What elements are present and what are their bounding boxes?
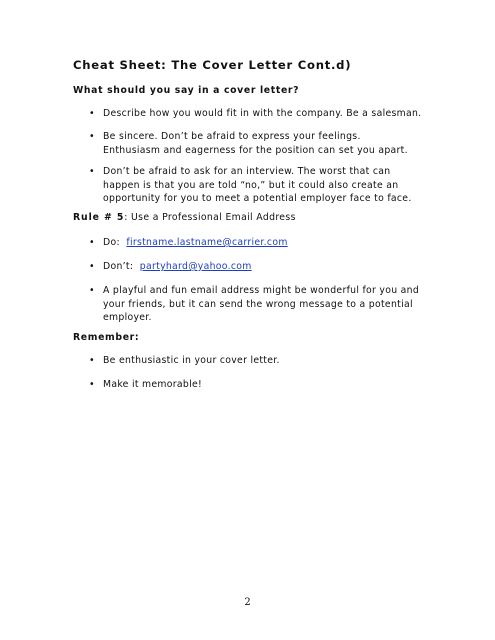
page-number: 2: [244, 597, 251, 608]
bullet-icon: •: [89, 166, 95, 177]
section-heading-what-to-say: What should you say in a cover letter?: [73, 85, 300, 96]
rule-text: : Use a Professional Email Address: [124, 212, 296, 223]
list-item: [103, 354, 433, 368]
rule-label: Rule # 5: [73, 212, 125, 223]
list-item-line: opportunity for you to meet a potential employer face to face.: [103, 193, 412, 204]
bullet-icon: •: [89, 131, 95, 142]
bullet-icon: •: [89, 261, 95, 272]
bullet-icon: •: [89, 379, 95, 390]
list-item-line: happen is that you are told “no,” but it could also create an: [103, 179, 399, 191]
dont-label: Don’t:: [103, 261, 140, 272]
list-item-line: Be sincere. Don’t be afraid to express your feelings.: [103, 131, 361, 142]
bullet-icon: •: [89, 108, 95, 119]
good-email-link[interactable]: firstname.lastname@carrier.com: [126, 237, 288, 248]
section-heading-remember: Remember:: [73, 332, 140, 343]
list-item: [103, 130, 433, 157]
list-item-line: Don’t be afraid to ask for an interview. The worst that can: [103, 166, 391, 177]
do-label: Do:: [103, 237, 127, 248]
list-item: [103, 260, 433, 274]
bullet-icon: •: [89, 285, 95, 296]
list-item-line: Enthusiasm and eagerness for the position can set you apart.: [103, 144, 408, 156]
list-item-line: Make it memorable!: [103, 379, 202, 390]
list-item: [103, 236, 433, 250]
list-item-line: Be enthusiastic in your cover letter.: [103, 355, 280, 366]
bullet-icon: •: [89, 355, 95, 366]
list-item-line: your friends, but it can send the wrong message to a potential: [103, 298, 413, 310]
list-item: [103, 165, 433, 206]
bullet-icon: •: [89, 237, 95, 248]
list-item-line: employer.: [103, 312, 152, 323]
rule-heading: [73, 212, 296, 223]
page-title: Cheat Sheet: The Cover Letter Cont.d): [73, 58, 352, 72]
list-item: [103, 378, 433, 392]
list-item-line: Describe how you would fit in with the company. Be a salesman.: [103, 108, 422, 119]
list-item-line: A playful and fun email address might be wonderful for you and: [103, 285, 420, 296]
list-item: [103, 284, 433, 325]
bad-email-link[interactable]: partyhard@yahoo.com: [139, 261, 252, 272]
list-item: [103, 107, 433, 121]
